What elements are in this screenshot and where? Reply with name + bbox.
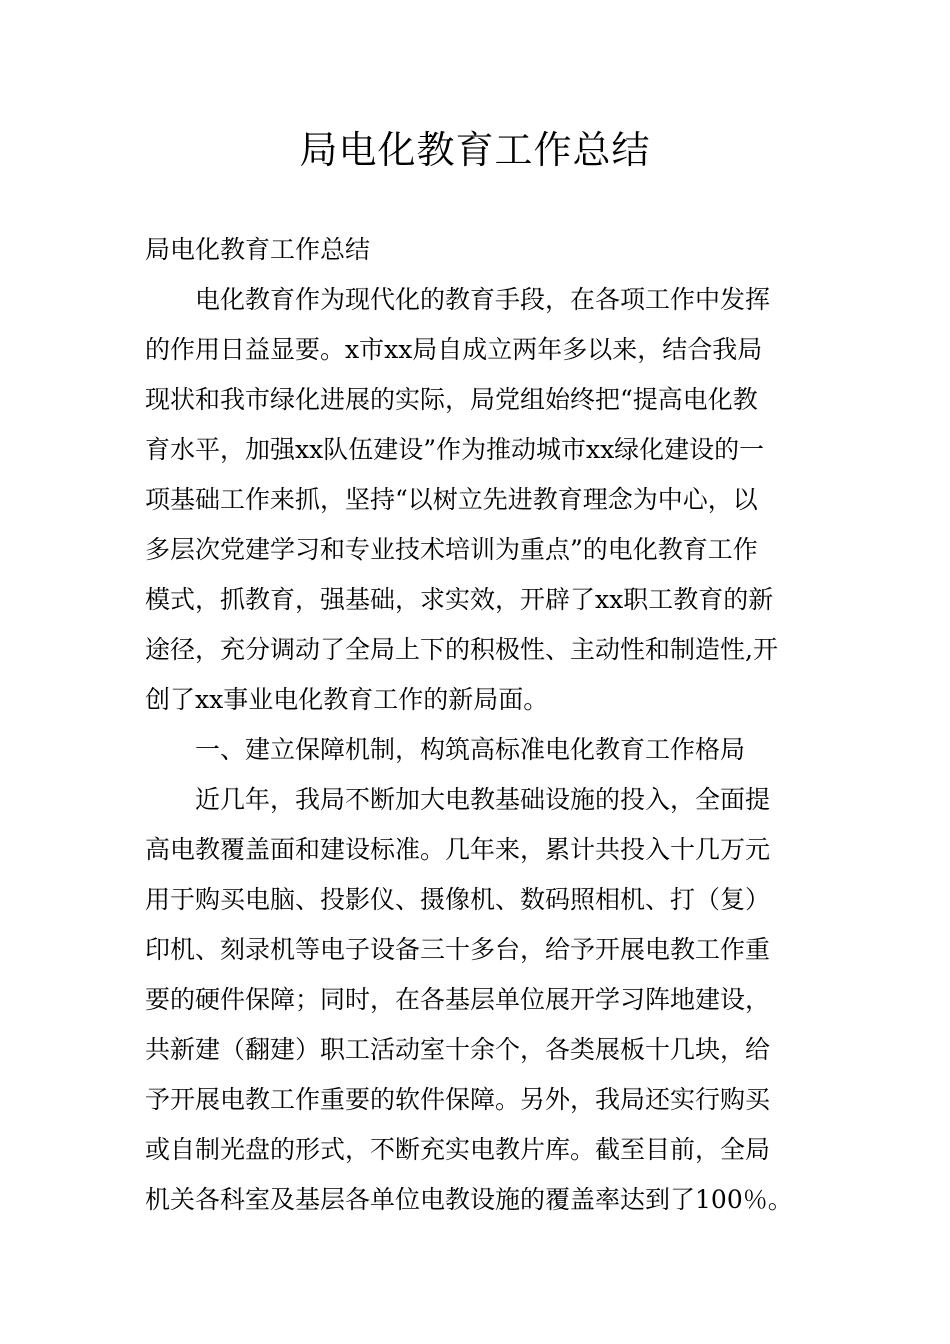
- body-line: 创了xx事业电化教育工作的新局面。: [145, 685, 549, 714]
- subtitle-line: 局电化教育工作总结: [145, 235, 371, 264]
- body-line: 或自制光盘的形式，不断充实电教片库。截至目前，全局: [145, 1135, 771, 1164]
- body-line: 机关各科室及基层各单位电教设施的覆盖率达到了100％。: [145, 1185, 793, 1214]
- body-line: 育水平，加强xx队伍建设”作为推动城市xx绿化建设的一: [145, 435, 765, 464]
- body-line: 高电教覆盖面和建设标准。几年来，累计共投入十几万元: [145, 835, 771, 864]
- body-line: 共新建（翻建）职工活动室十余个，各类展板十几块，给: [145, 1035, 771, 1064]
- document-body: [145, 225, 805, 1225]
- body-line: 途径，充分调动了全局上下的积极性、主动性和制造性,开: [145, 635, 778, 664]
- body-line: 印机、刻录机等电子设备三十多台，给予开展电教工作重: [145, 935, 771, 964]
- body-line: 予开展电教工作重要的软件保障。另外，我局还实行购买: [145, 1085, 771, 1114]
- body-line: 一、建立保障机制，构筑高标准电化教育工作格局: [195, 735, 746, 764]
- body-line: 要的硬件保障；同时，在各基层单位展开学习阵地建设，: [145, 985, 771, 1014]
- body-line: 项基础工作来抓，坚持“以树立先进教育理念为中心，以: [145, 485, 758, 514]
- body-line: 近几年，我局不断加大电教基础设施的投入，全面提: [195, 785, 771, 814]
- body-line: 现状和我市绿化进展的实际，局党组始终把“提高电化教: [145, 385, 758, 414]
- body-line: 模式，抓教育，强基础，求实效，开辟了xx职工教育的新: [145, 585, 774, 614]
- body-line: 电化教育作为现代化的教育手段，在各项工作中发挥: [195, 285, 771, 314]
- body-line: 的作用日益显要。x市xx局自成立两年多以来，结合我局: [145, 335, 763, 364]
- document-title: 局电化教育工作总结: [299, 128, 651, 172]
- body-line: 用于购买电脑、投影仪、摄像机、数码照相机、打（复）: [145, 885, 771, 914]
- body-line: 多层次党建学习和专业技术培训为重点”的电化教育工作: [145, 535, 758, 564]
